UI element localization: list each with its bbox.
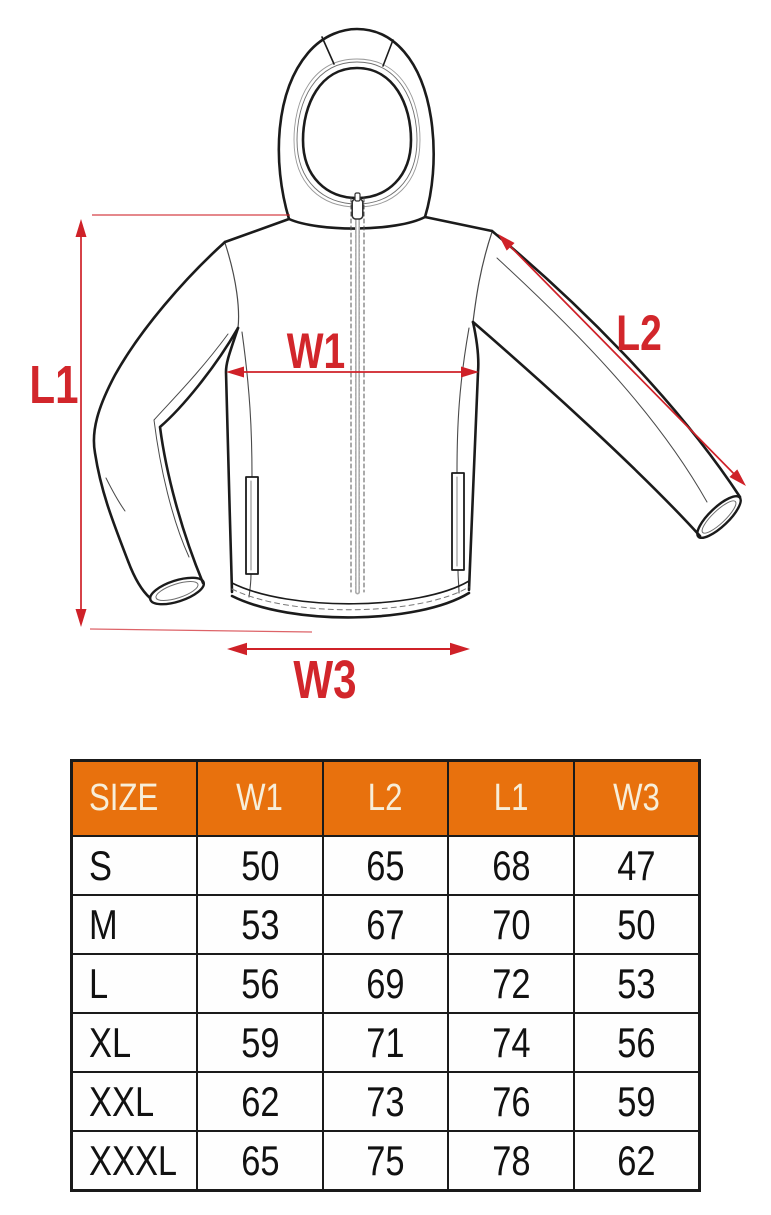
value-cell: 50 <box>574 895 700 954</box>
label-l2 <box>616 304 662 361</box>
hood-face-opening <box>303 68 411 198</box>
zipper-pull <box>355 193 360 201</box>
zipper <box>351 193 364 592</box>
label-w1 <box>287 322 345 379</box>
value-cell: 53 <box>574 954 700 1013</box>
value-cell: 50 <box>197 836 323 895</box>
w1-text: W1 <box>286 322 346 380</box>
value-cell: 78 <box>448 1131 574 1191</box>
label-l1 <box>29 355 78 415</box>
table-header-row <box>72 761 700 837</box>
column-header-l1: L1 <box>448 761 574 837</box>
hood-seam-left <box>322 37 334 64</box>
size-label: L <box>72 954 198 1013</box>
value-cell: 62 <box>197 1072 323 1131</box>
value-cell: 76 <box>448 1072 574 1131</box>
value-cell: 72 <box>448 954 574 1013</box>
size-label: S <box>72 836 198 895</box>
sleeve-right-outer-edge <box>492 231 740 497</box>
value-cell: 67 <box>323 895 449 954</box>
armhole-left <box>225 243 239 328</box>
value-cell: 65 <box>197 1131 323 1191</box>
label-w3 <box>293 650 356 710</box>
table-row-xxxl <box>72 1131 700 1191</box>
sleeve-left-seam <box>154 334 228 557</box>
size-table <box>70 759 701 1192</box>
pocket-right <box>452 473 464 570</box>
sleeve-right-seam <box>497 258 707 502</box>
value-cell: 47 <box>574 836 700 895</box>
body-left-edge <box>226 328 238 592</box>
value-cell: 75 <box>323 1131 449 1191</box>
value-cell: 53 <box>197 895 323 954</box>
zipper-slider <box>352 199 363 219</box>
table-row-s <box>72 836 700 895</box>
measurement-annotations <box>29 215 749 710</box>
dimension-w1 <box>226 367 479 378</box>
value-cell: 69 <box>323 954 449 1013</box>
dimension-l1 <box>76 219 87 627</box>
value-cell: 59 <box>574 1072 700 1131</box>
sleeve-left-outer-edge <box>94 242 225 598</box>
value-cell: 56 <box>574 1013 700 1072</box>
column-header-l2: L2 <box>323 761 449 837</box>
column-header-size: SIZE <box>72 761 198 837</box>
hood-trim-inner <box>297 62 417 204</box>
armhole-right <box>473 232 492 322</box>
hood-seam-right <box>383 40 393 66</box>
size-label: XXXL <box>72 1131 198 1191</box>
table-row-m <box>72 895 700 954</box>
size-label: XXL <box>72 1072 198 1131</box>
shoulder-right <box>425 217 492 231</box>
value-cell: 71 <box>323 1013 449 1072</box>
value-cell: 68 <box>448 836 574 895</box>
value-cell: 62 <box>574 1131 700 1191</box>
body-right-edge <box>469 322 478 590</box>
table-row-xxl <box>72 1072 700 1131</box>
hem-bottom-line <box>232 593 469 617</box>
value-cell: 73 <box>323 1072 449 1131</box>
column-header-w3: W3 <box>574 761 700 837</box>
hood-trim-outer <box>294 59 420 207</box>
l2-text: L2 <box>616 304 662 362</box>
guide-line-bottom <box>90 629 312 632</box>
column-header-w1: W1 <box>197 761 323 837</box>
shoulder-left <box>225 219 289 242</box>
value-cell: 74 <box>448 1013 574 1072</box>
size-label: XL <box>72 1013 198 1072</box>
w3-text: W3 <box>293 650 357 711</box>
pocket-left <box>246 477 258 574</box>
value-cell: 65 <box>323 836 449 895</box>
size-label: M <box>72 895 198 954</box>
value-cell: 56 <box>197 954 323 1013</box>
value-cell: 70 <box>448 895 574 954</box>
value-cell: 59 <box>197 1013 323 1072</box>
l1-text: L1 <box>29 355 79 416</box>
table-row-xl <box>72 1013 700 1072</box>
sleeve-right-inner-edge <box>473 322 700 536</box>
cuff-left <box>147 572 207 609</box>
table-row-l <box>72 954 700 1013</box>
